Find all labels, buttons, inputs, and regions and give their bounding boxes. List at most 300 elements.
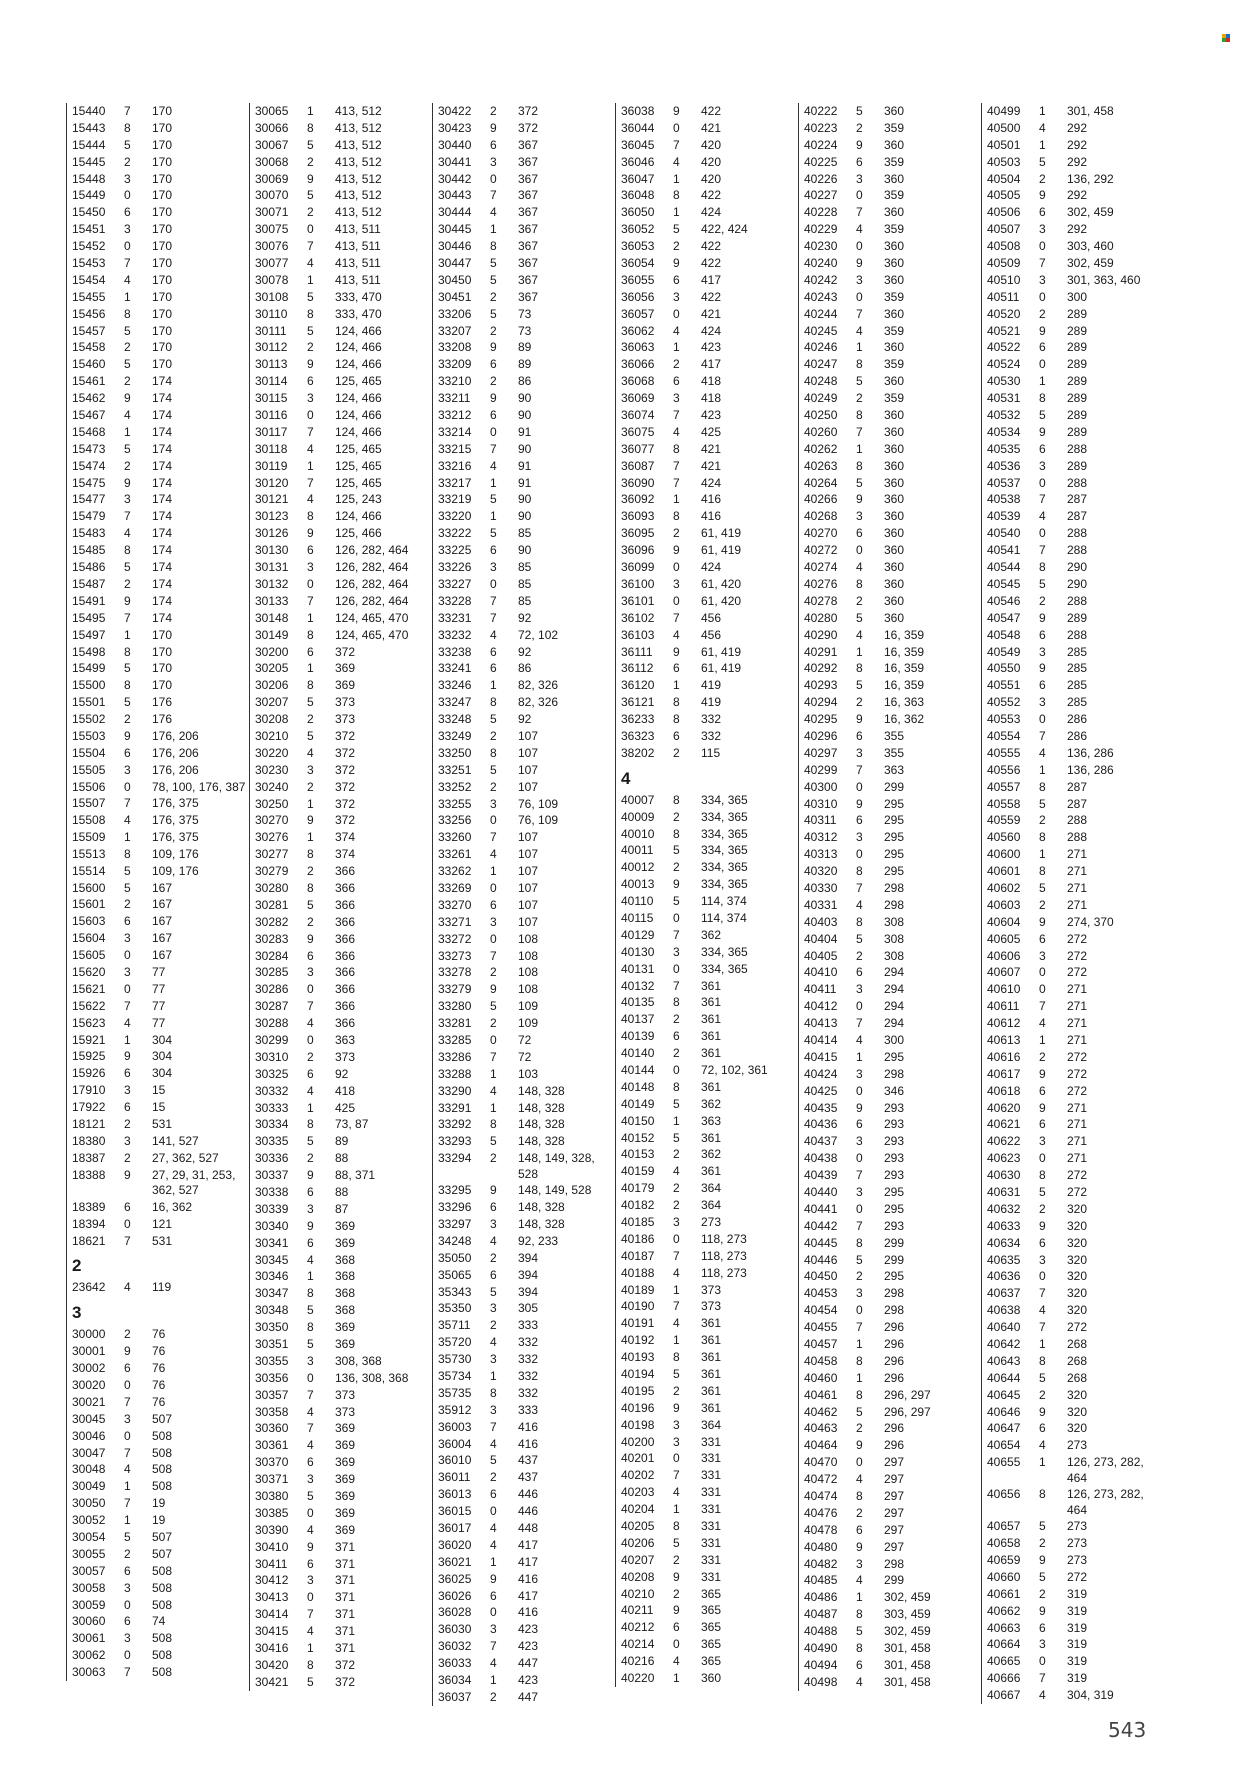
article-number: 30060 xyxy=(72,1614,106,1629)
article-number: 15473 xyxy=(72,441,106,456)
index-row xyxy=(438,728,618,745)
index-row xyxy=(621,356,801,373)
check-digit: 6 xyxy=(124,1563,131,1578)
page-references: 114, 374 xyxy=(701,910,747,925)
article-number: 40012 xyxy=(621,860,655,875)
check-digit: 2 xyxy=(490,104,497,118)
check-digit: 6 xyxy=(490,1487,497,1502)
check-digit: 2 xyxy=(673,1046,680,1061)
article-number: 40293 xyxy=(804,678,838,693)
check-digit: 7 xyxy=(307,593,314,608)
check-digit: 3 xyxy=(307,762,314,777)
index-row xyxy=(804,306,984,323)
check-digit: 5 xyxy=(856,104,863,118)
index-row xyxy=(804,1150,984,1167)
index-row xyxy=(255,779,435,796)
page-references: 271 xyxy=(1067,1151,1088,1166)
check-digit: 2 xyxy=(673,1586,680,1601)
page-references: 360 xyxy=(884,340,905,355)
index-row xyxy=(255,137,435,154)
article-number: 30451 xyxy=(438,289,472,304)
article-number: 40240 xyxy=(804,256,838,271)
index-row xyxy=(804,1437,984,1454)
check-digit: 5 xyxy=(856,374,863,389)
index-row xyxy=(72,1150,252,1167)
page-references: 394 xyxy=(518,1250,539,1265)
article-number: 40601 xyxy=(987,864,1021,879)
index-row xyxy=(255,1572,435,1589)
index-row xyxy=(621,221,801,238)
check-digit: 7 xyxy=(307,424,314,439)
check-digit: 3 xyxy=(856,1066,863,1081)
index-row xyxy=(804,1268,984,1285)
article-number: 40548 xyxy=(987,627,1021,642)
check-digit: 5 xyxy=(307,728,314,743)
index-row xyxy=(621,1434,801,1451)
page-references: 366 xyxy=(335,982,356,997)
check-digit: 2 xyxy=(124,1327,131,1342)
page-references: 107 xyxy=(518,847,539,862)
check-digit: 7 xyxy=(490,188,497,203)
check-digit: 2 xyxy=(673,239,680,254)
check-digit: 0 xyxy=(856,239,863,254)
index-row xyxy=(987,711,1167,728)
article-number: 33210 xyxy=(438,374,472,389)
check-digit: 6 xyxy=(856,1657,863,1672)
article-number: 30450 xyxy=(438,272,472,287)
index-row xyxy=(987,1032,1167,1049)
check-digit: 6 xyxy=(673,661,680,676)
index-column xyxy=(249,103,435,1691)
page-references: 302, 459 xyxy=(884,1590,931,1605)
index-row xyxy=(987,1083,1167,1100)
check-digit: 5 xyxy=(307,1134,314,1149)
index-row xyxy=(72,896,252,913)
page-references: 176, 206 xyxy=(152,762,199,777)
article-number: 15474 xyxy=(72,458,106,473)
index-row xyxy=(72,238,252,255)
article-number: 40666 xyxy=(987,1671,1021,1686)
article-number: 40630 xyxy=(987,1168,1021,1183)
page-references: 320 xyxy=(1067,1387,1088,1402)
page-references: 108 xyxy=(518,948,539,963)
article-number: 30021 xyxy=(72,1394,106,1409)
index-row xyxy=(804,593,984,610)
index-row xyxy=(438,306,618,323)
check-digit: 1 xyxy=(307,610,314,625)
page-references: 297 xyxy=(884,1455,905,1470)
article-number: 40501 xyxy=(987,137,1021,152)
article-number: 36100 xyxy=(621,576,655,591)
check-digit: 2 xyxy=(856,391,863,406)
check-digit: 1 xyxy=(307,1100,314,1115)
article-number: 40188 xyxy=(621,1265,655,1280)
index-row xyxy=(438,255,618,272)
index-row xyxy=(72,221,252,238)
page-references: 416 xyxy=(518,1571,539,1586)
article-number: 40550 xyxy=(987,661,1021,676)
check-digit: 5 xyxy=(1039,576,1046,591)
page-references: 289 xyxy=(1067,424,1088,439)
article-number: 40553 xyxy=(987,712,1021,727)
page-references: 287 xyxy=(1067,796,1088,811)
index-row xyxy=(255,1370,435,1387)
check-digit: 2 xyxy=(307,779,314,794)
article-number: 40414 xyxy=(804,1032,838,1047)
article-number: 30062 xyxy=(72,1648,106,1663)
article-number: 35065 xyxy=(438,1267,472,1282)
article-number: 40663 xyxy=(987,1620,1021,1635)
page-references: 176, 375 xyxy=(152,829,199,844)
article-number: 30055 xyxy=(72,1546,106,1561)
index-row xyxy=(72,1428,252,1445)
article-number: 36093 xyxy=(621,509,655,524)
page-references: 369 xyxy=(335,1218,356,1233)
page-references: 334, 365 xyxy=(701,944,748,959)
article-number: 40486 xyxy=(804,1590,838,1605)
page-references: 297 xyxy=(884,1522,905,1537)
page-references: 289 xyxy=(1067,374,1088,389)
index-row xyxy=(255,981,435,998)
article-number: 30205 xyxy=(255,661,289,676)
check-digit: 2 xyxy=(490,1250,497,1265)
check-digit: 8 xyxy=(673,1519,680,1534)
article-number: 40464 xyxy=(804,1438,838,1453)
page-references: 292 xyxy=(1067,154,1088,169)
index-row xyxy=(987,610,1167,627)
article-number: 40480 xyxy=(804,1539,838,1554)
check-digit: 1 xyxy=(490,509,497,524)
page-references: 108 xyxy=(518,931,539,946)
article-number: 33296 xyxy=(438,1200,472,1215)
page-references: 331 xyxy=(701,1485,722,1500)
index-row xyxy=(255,1556,435,1573)
index-row xyxy=(987,458,1167,475)
article-number: 40644 xyxy=(987,1370,1021,1385)
check-digit: 5 xyxy=(1039,1185,1046,1199)
check-digit: 4 xyxy=(673,1654,680,1669)
index-column xyxy=(981,103,1167,1704)
page-references: 296 xyxy=(884,1353,905,1368)
index-row xyxy=(804,914,984,931)
index-row xyxy=(621,323,801,340)
page-references: 170 xyxy=(152,256,173,271)
check-digit: 6 xyxy=(307,374,314,389)
article-number: 36021 xyxy=(438,1554,472,1569)
check-digit: 8 xyxy=(307,1320,314,1335)
check-digit: 8 xyxy=(124,120,131,135)
index-row xyxy=(987,1603,1167,1620)
index-row xyxy=(438,1100,618,1117)
check-digit: 1 xyxy=(1039,762,1046,777)
page-references: 355 xyxy=(884,745,905,760)
index-row xyxy=(987,1066,1167,1083)
page-references: 361 xyxy=(701,1046,722,1061)
index-row xyxy=(72,323,252,340)
check-digit: 0 xyxy=(124,1216,131,1231)
page-references: 360 xyxy=(884,171,905,186)
check-digit: 4 xyxy=(124,1280,131,1295)
index-row xyxy=(621,559,801,576)
index-row xyxy=(255,1100,435,1117)
page-references: 287 xyxy=(1067,779,1088,794)
index-row xyxy=(438,981,618,998)
index-row xyxy=(621,876,801,893)
article-number: 40476 xyxy=(804,1505,838,1520)
check-digit: 5 xyxy=(490,1453,497,1468)
check-digit: 9 xyxy=(1039,1066,1046,1081)
check-digit: 8 xyxy=(307,1286,314,1301)
page-references: 86 xyxy=(518,374,532,389)
article-number: 15487 xyxy=(72,576,106,591)
article-number: 33226 xyxy=(438,560,472,575)
check-digit: 7 xyxy=(856,762,863,777)
index-row xyxy=(255,525,435,542)
check-digit: 1 xyxy=(124,1032,131,1047)
page-references: 363 xyxy=(884,762,905,777)
article-number: 40545 xyxy=(987,576,1021,591)
article-number: 30123 xyxy=(255,509,289,524)
index-row xyxy=(804,1066,984,1083)
check-digit: 5 xyxy=(1039,408,1046,423)
page-references: 359 xyxy=(884,289,905,304)
page-references: 320 xyxy=(1067,1286,1088,1301)
article-number: 30422 xyxy=(438,104,472,118)
check-digit: 2 xyxy=(673,1552,680,1567)
check-digit: 5 xyxy=(673,222,680,237)
check-digit: 4 xyxy=(856,1573,863,1588)
check-digit: 4 xyxy=(307,745,314,760)
index-row xyxy=(804,897,984,914)
article-number: 40610 xyxy=(987,982,1021,997)
index-row xyxy=(438,1083,618,1100)
page-references: 296 xyxy=(884,1370,905,1385)
article-number: 40617 xyxy=(987,1066,1021,1081)
article-number: 15501 xyxy=(72,695,106,710)
index-row xyxy=(438,880,618,897)
check-digit: 2 xyxy=(124,374,131,389)
check-digit: 4 xyxy=(673,1485,680,1500)
check-digit: 8 xyxy=(490,695,497,710)
check-digit: 9 xyxy=(856,712,863,727)
check-digit: 3 xyxy=(490,560,497,575)
page-references: 108 xyxy=(518,982,539,997)
article-number: 40220 xyxy=(621,1671,655,1686)
article-number: 15603 xyxy=(72,914,106,929)
index-row xyxy=(804,1285,984,1302)
page-references: 319 xyxy=(1067,1671,1088,1686)
article-number: 36015 xyxy=(438,1504,472,1519)
index-row xyxy=(804,1640,984,1657)
page-references: 422 xyxy=(701,256,722,271)
article-number: 40661 xyxy=(987,1586,1021,1601)
check-digit: 4 xyxy=(1039,1688,1046,1703)
check-digit: 5 xyxy=(124,661,131,676)
check-digit: 5 xyxy=(490,272,497,287)
page-references: 365 xyxy=(701,1637,722,1652)
article-number: 33206 xyxy=(438,306,472,321)
page-references: 90 xyxy=(518,391,532,406)
article-number: 15483 xyxy=(72,526,106,541)
index-row xyxy=(72,1015,252,1032)
check-digit: 7 xyxy=(490,593,497,608)
check-digit: 5 xyxy=(856,475,863,490)
article-number: 30068 xyxy=(255,154,289,169)
page-references: 394 xyxy=(518,1267,539,1282)
check-digit: 7 xyxy=(124,1445,131,1460)
check-digit: 5 xyxy=(673,1096,680,1111)
article-number: 33209 xyxy=(438,357,472,372)
index-row xyxy=(804,1032,984,1049)
check-digit: 3 xyxy=(124,171,131,186)
article-number: 40212 xyxy=(621,1620,655,1635)
page-references: 369 xyxy=(335,1235,356,1250)
page-references: 288 xyxy=(1067,475,1088,490)
index-row xyxy=(804,796,984,813)
index-row xyxy=(987,1235,1167,1252)
article-number: 33270 xyxy=(438,897,472,912)
page-references: 170 xyxy=(152,627,173,642)
page-references: 148, 328 xyxy=(518,1134,565,1149)
index-row xyxy=(621,1349,801,1366)
index-row xyxy=(987,306,1167,323)
article-number: 30131 xyxy=(255,560,289,575)
index-row xyxy=(987,171,1167,188)
article-number: 36074 xyxy=(621,408,655,423)
check-digit: 7 xyxy=(673,408,680,423)
check-digit: 4 xyxy=(856,1674,863,1689)
page-references: 108 xyxy=(518,965,539,980)
check-digit: 9 xyxy=(1039,1100,1046,1115)
article-number: 40461 xyxy=(804,1387,838,1402)
article-number: 40280 xyxy=(804,610,838,625)
article-number: 40311 xyxy=(804,813,837,828)
article-number: 30358 xyxy=(255,1404,289,1419)
index-row xyxy=(72,913,252,930)
check-digit: 8 xyxy=(673,995,680,1010)
index-row xyxy=(804,1235,984,1252)
index-row xyxy=(621,1079,801,1096)
index-row xyxy=(804,745,984,762)
index-row xyxy=(987,1252,1167,1269)
check-digit: 3 xyxy=(307,1201,314,1216)
index-row xyxy=(72,187,252,204)
page-references: 367 xyxy=(518,272,539,287)
check-digit: 6 xyxy=(490,357,497,372)
article-number: 15462 xyxy=(72,391,106,406)
page-references: 107 xyxy=(518,745,539,760)
check-digit: 0 xyxy=(673,1451,680,1466)
page-references: 360 xyxy=(884,137,905,152)
article-number: 40185 xyxy=(621,1215,655,1229)
article-number: 36087 xyxy=(621,458,655,473)
check-digit: 0 xyxy=(124,981,131,996)
section-heading: 2 xyxy=(72,1256,82,1276)
page-references: 174 xyxy=(152,543,173,558)
page-references: 372 xyxy=(518,120,539,135)
page-references: 289 xyxy=(1067,408,1088,423)
index-row xyxy=(804,238,984,255)
check-digit: 4 xyxy=(490,1233,497,1248)
article-number: 40460 xyxy=(804,1370,838,1385)
page-references: 448 xyxy=(518,1521,539,1536)
check-digit: 8 xyxy=(490,239,497,254)
check-digit: 5 xyxy=(673,1130,680,1145)
article-number: 33250 xyxy=(438,745,472,760)
page-references: 167 xyxy=(152,931,173,946)
page-references: 420 xyxy=(701,154,722,169)
index-row xyxy=(438,1638,618,1655)
index-column xyxy=(66,103,252,1681)
index-row xyxy=(438,1486,618,1503)
check-digit: 3 xyxy=(1039,1252,1046,1267)
article-number: 40600 xyxy=(987,847,1021,862)
article-number: 40504 xyxy=(987,171,1021,186)
article-number: 40404 xyxy=(804,931,838,946)
page-references: 289 xyxy=(1067,391,1088,406)
article-number: 30063 xyxy=(72,1665,106,1680)
page-references: 413, 512 xyxy=(335,154,382,169)
check-digit: 4 xyxy=(856,1032,863,1047)
index-row xyxy=(255,728,435,745)
check-digit: 0 xyxy=(1039,1654,1046,1669)
article-number: 33225 xyxy=(438,543,472,558)
page-references: 368 xyxy=(335,1303,356,1318)
page-references: 308, 368 xyxy=(335,1353,382,1368)
article-number: 40245 xyxy=(804,323,838,338)
page-references: 77 xyxy=(152,1015,166,1030)
page-references: 331 xyxy=(701,1451,722,1466)
page-references: 372 xyxy=(335,813,356,828)
index-row xyxy=(987,796,1167,813)
check-digit: 8 xyxy=(307,1657,314,1672)
article-number: 40272 xyxy=(804,543,838,558)
article-number: 15454 xyxy=(72,272,106,287)
check-digit: 2 xyxy=(490,779,497,794)
article-number: 30421 xyxy=(255,1674,289,1689)
page-references: 359 xyxy=(884,120,905,135)
index-row xyxy=(438,1368,618,1385)
check-digit: 3 xyxy=(490,154,497,169)
check-digit: 3 xyxy=(673,944,680,959)
page-references: 332 xyxy=(518,1352,539,1367)
article-number: 33232 xyxy=(438,627,472,642)
check-digit: 9 xyxy=(1039,1404,1046,1419)
article-number: 40268 xyxy=(804,509,838,524)
check-digit: 2 xyxy=(124,576,131,591)
page-references: 293 xyxy=(884,1151,905,1166)
article-number: 40656 xyxy=(987,1487,1021,1502)
index-row xyxy=(438,475,618,492)
check-digit: 2 xyxy=(673,1181,680,1196)
article-number: 40559 xyxy=(987,813,1021,828)
page-references: 416 xyxy=(518,1419,539,1434)
check-digit: 9 xyxy=(124,475,131,490)
index-row xyxy=(621,745,801,762)
page-references: 416 xyxy=(518,1436,539,1451)
check-digit: 2 xyxy=(124,897,131,912)
index-row xyxy=(255,373,435,390)
check-digit: 2 xyxy=(673,860,680,875)
article-number: 33280 xyxy=(438,999,472,1014)
index-row xyxy=(987,339,1167,356)
index-row xyxy=(804,1674,984,1691)
index-row xyxy=(72,1461,252,1478)
article-number: 40291 xyxy=(804,644,838,659)
index-row xyxy=(72,154,252,171)
index-row xyxy=(438,610,618,627)
check-digit: 3 xyxy=(307,560,314,575)
